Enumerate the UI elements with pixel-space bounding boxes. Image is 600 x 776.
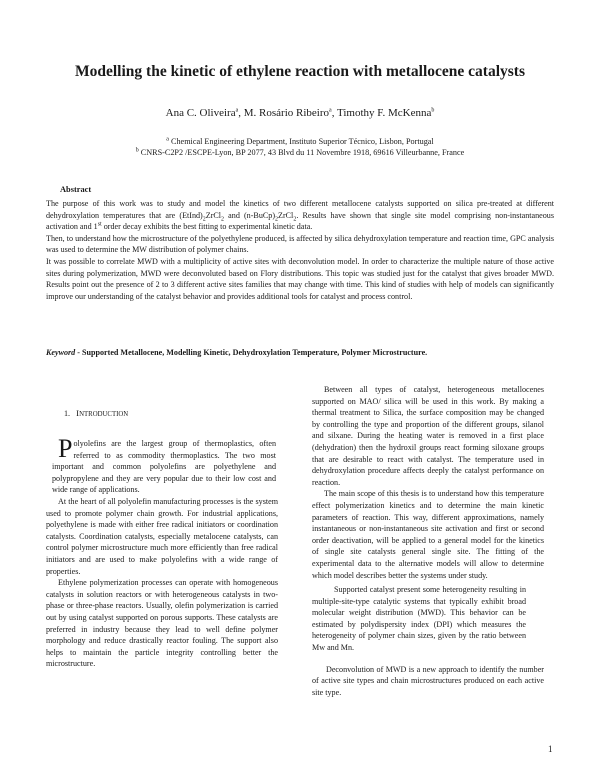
- abstract-paragraph: The purpose of this work was to study and model the kinetics of two different metallocene catalysts supported on silica pre-treated at different dehydroxylation temperatures that are $(EtInd)_2ZrCl_2$ and $(n-BuCp)_2ZrCl_2$. Results have shown that single site model comprising non-instantaneous activation and 1st order decay exhibits the best fitting to experimental kinetic data.: [46, 199, 554, 232]
- body-paragraph: Polyolefins are the largest group of thermoplastics, often referred to as commodity thermoplastics. The two most important and common polyolefins are polyethylene and polypropylene and they are very popular due to their low cost and wide range of applications.: [52, 434, 276, 495]
- author-2-affil: a: [329, 107, 332, 114]
- author-2: M. Rosário Ribeiro: [243, 107, 330, 119]
- author-1-affil: a: [235, 107, 239, 114]
- abstract-heading: Abstract: [60, 185, 92, 194]
- right-column: [312, 384, 544, 698]
- affiliation-b: $^b$ CNRS-C2P2 /ESCPE-Lyon, BP 2077, 43 Blvd du 11 Novembre 1918, 69616 Villeurbanne, France: [135, 147, 465, 157]
- author-3: Timothy F. McKenna: [337, 107, 432, 119]
- body-paragraph: At the heart of all polyolefin manufacturing processes is the system used to promote polymer chain growth. For industrial applications, polyethylene is made with either free radical initiators or coordination catalysts. Coordination catalysts, especially metalocene catalysts, can control polymer microstructure much more efficiently than free radical initiators and are used to make polyolefins with a wide range of properties.: [46, 496, 278, 576]
- affiliation-a: $^a$ Chemical Engineering Department, Instituto Superior Técnico, Lisbon, Portugal: [166, 136, 434, 146]
- abstract-paragraph: It was possible to correlate MWD with a multiplicity of active sites with deconvolution model. In order to characterize the multiple nature of those active sites during polymerization, MWD were deconvoluted based on Flory distributions. This topic was studied just for the catalyst that gives broader MWD. Results point out the presence of 2 to 3 different active sites families that may change with time. This kind of studies with help of models can significantly improve our understanding of the catalyst behavior and provides additional tools for catalyst and process control.: [46, 256, 554, 301]
- left-column: [46, 434, 278, 670]
- body-paragraph: Ethylene polymerization processes can operate with homogeneous catalysts in solution reactors or with heterogeneous catalysts in two-phase or three-phase reactors. Usually, olefin polymerization is carried out by using catalyst supported on porous supports. These catalysts are preferred in industry because they lead to well define polymer morphology and reduce drastically reactor fouling. The support also helps to maintain the particle integrity controlling better the microstructure.: [46, 578, 278, 669]
- abstract-paragraph: Then, to understand how the microstructure of the polyethylene produced, is affected by silica dehydroxylation temperature and reaction time, GPC analysis was used to determine the MW distribution of polymer chains.: [46, 233, 554, 255]
- keywords: [46, 348, 554, 357]
- author-list: Ana C. Oliveira$^a$, M. Rosário Ribeiro$^a$, Timothy F. McKenna$^b$: [165, 107, 435, 119]
- body-paragraph: The main scope of this thesis is to understand how this temperature effect polymerization kinetics and to determine the main kinetic parameters of reaction. This way, different approximations, namely instantaneous or non-instantaneous site activation and first or second order deactivation, will be applied to a general model for the kinetics of single site catalysts general single site. The fitting of the experimental data to the alternative models will allow to determine which model describes better the systems under study.: [312, 489, 544, 580]
- author-3-affil: b: [431, 107, 435, 114]
- section-heading-introduction: 1. INTRODUCTION: [64, 408, 129, 418]
- abstract-body: [46, 198, 554, 302]
- keywords-label: Keyword: [46, 348, 76, 357]
- paper-title: Modelling the kinetic of ethylene reaction with metallocene catalysts: [75, 63, 525, 80]
- body-paragraph: Deconvolution of MWD is a new approach to identify the number of active site types and chain microstructures produced on each active site type.: [312, 664, 544, 697]
- body-paragraph: Between all types of catalyst, heterogeneous metallocenes supported on MAO/ silica will be used in this work. By making a thermal treatment to Silica, the surface composition may be changed by controlling the type and proportion of the different groups, silanol and silxane. During the heating water is removed in a first place (dehydration) then the hydroxil groups react forming siloxane groups that are desirable to react with catalyst. The temperature used in dehydroxylation procedure affects deeply the catalyst performance on reaction.: [312, 385, 544, 487]
- page-number: 1: [548, 744, 553, 754]
- body-paragraph: Supported catalyst present some heterogeneity resulting in multiple-site-type catalytic systems that typically exhibit broad molecular weight distribution (MWD). This behavior can be estimated by polydispersity index (DPI) which measures the heterogeneity of polymer chain sizes, given by the ratio between Mw and Mn.: [312, 585, 526, 653]
- keywords-text: - Supported Metallocene, Modelling Kinetic, Dehydroxylation Temperature, Polymer Microstructure.: [75, 348, 428, 357]
- author-1: Ana C. Oliveira: [165, 107, 236, 119]
- drop-cap: P: [58, 434, 73, 463]
